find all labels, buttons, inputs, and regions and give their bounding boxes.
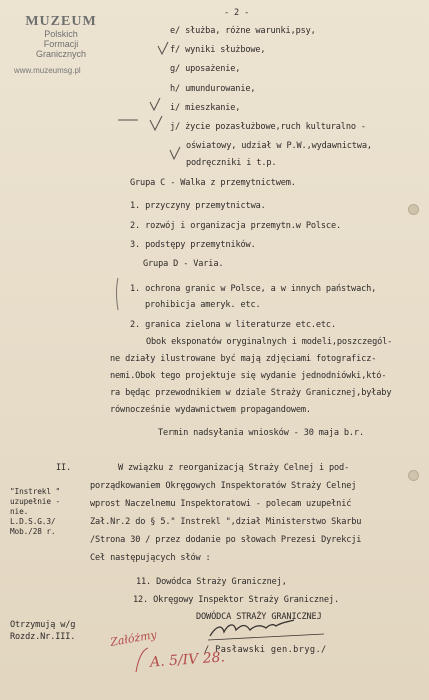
check-mark-j xyxy=(150,116,162,130)
list-item-j-cont2: podręczniki i t.p. xyxy=(186,158,277,168)
margin-note-line2: uzupełnie - xyxy=(10,497,60,506)
paragraph2-line5: /Strona 30 / przez dodanie po słowach Prezesi Dyrekcji xyxy=(90,535,362,545)
deadline-line: Termin nadsyłania wniosków - 30 maja b.r. xyxy=(158,428,364,438)
list-item-f: f/ wyniki służbowe, xyxy=(170,45,266,55)
margin-note-line3: nie. xyxy=(10,507,29,516)
group-d-item-2: 2. granica zielona w literaturze etc.etc. xyxy=(130,320,336,330)
group-c-heading: Grupa C - Walka z przemytnictwem. xyxy=(130,178,296,188)
handwritten-red-date: A. 5/IV 28. xyxy=(149,649,226,671)
group-c-item-3: 3. podstępy przemytników. xyxy=(130,240,256,250)
margin-line-group-d xyxy=(117,278,119,310)
margin-note-line4: L.D.S.G.3/ xyxy=(10,517,56,526)
group-d-heading: Grupa D - Varia. xyxy=(143,259,224,269)
list-item-j: j/ życie pozasłużbowe,ruch kulturalno - xyxy=(170,122,366,132)
signature-scribble xyxy=(210,620,294,636)
list-item-g: g/ uposażenie, xyxy=(170,64,241,74)
group-d-item-1: 1. ochrona granic w Polsce, a w innych państwach, xyxy=(130,284,377,294)
paragraph1-line2: ne działy ilustrowane być mają zdjęciami fotograficz- xyxy=(110,354,377,364)
recipients-line1: Otrzymują w/g xyxy=(10,620,76,630)
section-number: II. xyxy=(56,463,72,473)
watermark-line4: Granicznych xyxy=(35,49,87,59)
red-flourish xyxy=(136,648,148,672)
list-item-h: h/ umundurowanie, xyxy=(170,84,256,94)
signature-underline xyxy=(208,634,324,640)
addition-item-11: 11. Dowódca Straży Granicznej, xyxy=(136,577,287,587)
group-c-item-2: 2. rozwój i organizacja przemytn.w Polsce. xyxy=(130,221,342,231)
watermark-line3: Formacji xyxy=(43,39,79,49)
list-item-e: e/ służba, różne warunki,psy, xyxy=(170,26,316,36)
addition-item-12: 12. Okręgowy Inspektor Straży Granicznej. xyxy=(133,595,339,605)
margin-note-line1: "Instrekl " xyxy=(10,487,60,496)
handwritten-red-word: Załóżmy xyxy=(109,628,158,649)
recipients-line2: Rozdz.Nr.III. xyxy=(10,632,76,642)
check-mark-i xyxy=(150,98,160,110)
paragraph1-line1: Obok eksponatów oryginalnych i modeli,poszczegól- xyxy=(146,337,393,347)
page-number: - 2 - xyxy=(224,8,250,18)
paragraph2-line4: Zał.Nr.2 do § 5." Instrekl ",dział Ministerstwo Skarbu xyxy=(90,517,362,527)
paragraph1-line4: ra będąc przewodnikiem w dziale Straży Granicznej,byłaby xyxy=(110,388,392,398)
list-item-j-cont1: oświatowy, udział w P.W.,wydawnictwa, xyxy=(186,141,372,151)
check-mark-f xyxy=(158,42,168,54)
paragraph2-line1: W związku z reorganizacją Straży Celnej i pod- xyxy=(118,463,350,473)
watermark-line1: MUZEUM xyxy=(25,14,97,29)
paragraph2-line2: porządkowaniem Okręgowych Inspektoratów Straży Celnej xyxy=(90,481,357,491)
margin-note-line5: Mob./28 r. xyxy=(10,527,56,536)
watermark-line2: Polskich xyxy=(44,29,78,39)
signature-name: / Pasławski gen.bryg./ xyxy=(204,645,327,655)
paragraph2-line3: wprost Naczelnemu Inspektoratowi - polecam uzupełnić xyxy=(90,499,352,509)
paragraph2-line6: Ceł następujących słów : xyxy=(90,553,211,563)
group-d-item-1-cont: prohibicja ameryk. etc. xyxy=(145,300,261,310)
list-item-i: i/ mieszkanie, xyxy=(170,103,241,113)
signature-title: DOWÓDCA STRAŻY GRANICZNEJ xyxy=(196,612,322,622)
paragraph1-line5: równocześnie wydawnictwem propagandowem. xyxy=(110,405,311,415)
check-mark-j-end xyxy=(170,147,180,159)
paragraph1-line3: nemi.Obok tego projektuje się wydanie jednodniówki,któ- xyxy=(110,371,387,381)
watermark-url: www.muzeumsg.pl xyxy=(14,66,81,75)
group-c-item-1: 1. przyczyny przemytnictwa. xyxy=(130,201,266,211)
